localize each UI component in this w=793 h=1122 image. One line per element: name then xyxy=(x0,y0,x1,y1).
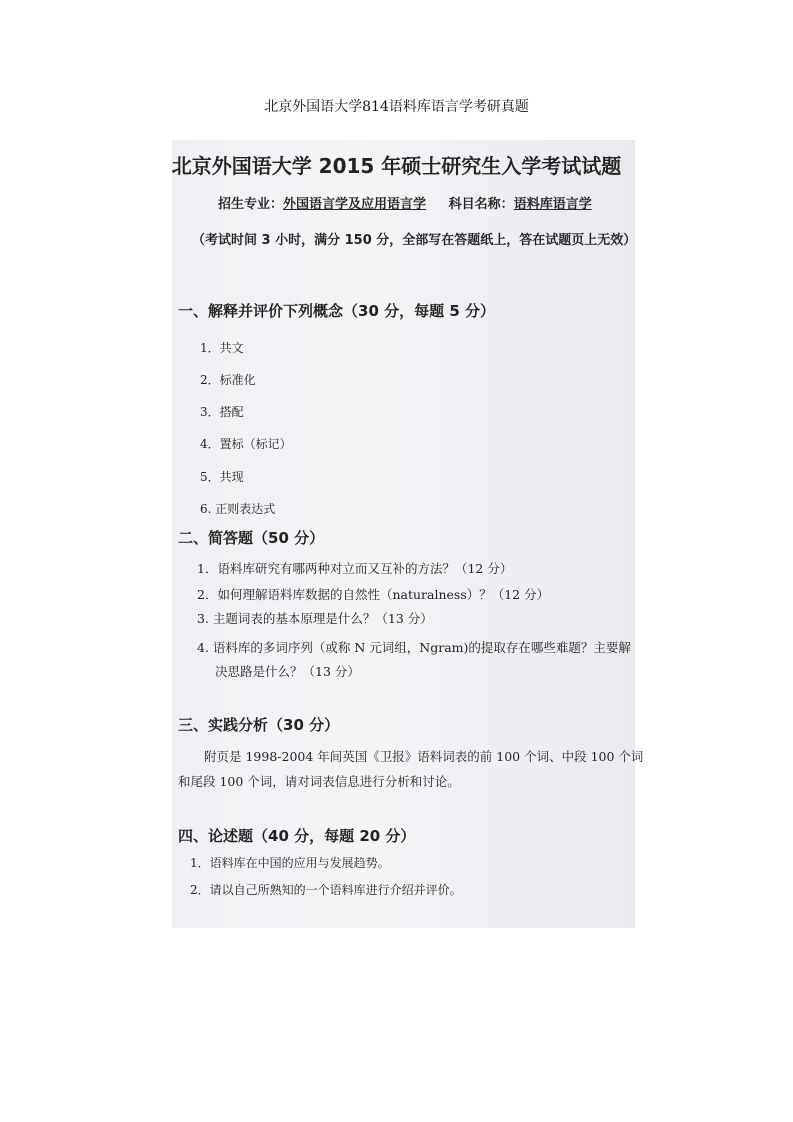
list-item: 2．如何理解语料库数据的自然性（naturalness）？（12 分） xyxy=(197,587,550,602)
section-heading: 一、解释并评价下列概念（30 分，每题 5 分） xyxy=(178,302,495,320)
list-item: 3. 主题词表的基本原理是什么？（13 分） xyxy=(197,611,433,626)
subject-value: 语料库语言学 xyxy=(513,197,592,212)
list-item: 2．请以自己所熟知的一个语料库进行介绍并评价。 xyxy=(190,883,462,897)
list-item: 5．共现 xyxy=(200,470,244,484)
exam-instructions: （考试时间 3 小时，满分 150 分，全部写在答题纸上，答在试题页上无效） xyxy=(192,233,637,248)
list-item: 1．共文 xyxy=(200,341,244,355)
list-item: 6. 正则表达式 xyxy=(200,502,276,516)
exam-meta xyxy=(218,193,592,212)
major-value: 外国语言学及应用语言学 xyxy=(283,197,427,212)
section-heading: 二、简答题（50 分） xyxy=(178,529,325,547)
section-heading: 三、实践分析（30 分） xyxy=(178,716,340,734)
paragraph-line: 和尾段 100 个词，请对词表信息进行分析和讨论。 xyxy=(178,774,460,789)
exam-title: 北京外国语大学 2015 年硕士研究生入学考试试题 xyxy=(171,154,622,178)
section-heading: 四、论述题（40 分，每题 20 分） xyxy=(178,827,416,845)
paragraph-line: 附页是 1998-2004 年间英国《卫报》语料词表的前 100 个词、中段 100 个词 xyxy=(204,749,644,764)
list-item: 1．语料库在中国的应用与发展趋势。 xyxy=(190,856,390,870)
list-item: 4. 语料库的多词序列（或称 N 元词组，Ngram)的提取存在哪些难题？主要解 xyxy=(197,640,631,655)
list-item: 3．搭配 xyxy=(200,405,244,419)
list-item: 决思路是什么？（13 分） xyxy=(215,664,360,679)
major-label: 招生专业： xyxy=(218,197,284,212)
list-item: 2．标准化 xyxy=(200,373,256,387)
subject-label: 科目名称： xyxy=(448,197,514,212)
list-item: 1．语料库研究有哪两种对立而又互补的方法？（12 分） xyxy=(197,561,513,576)
document-title: 北京外国语大学814语料库语言学考研真题 xyxy=(264,99,529,115)
list-item: 4．置标（标记） xyxy=(200,437,292,451)
